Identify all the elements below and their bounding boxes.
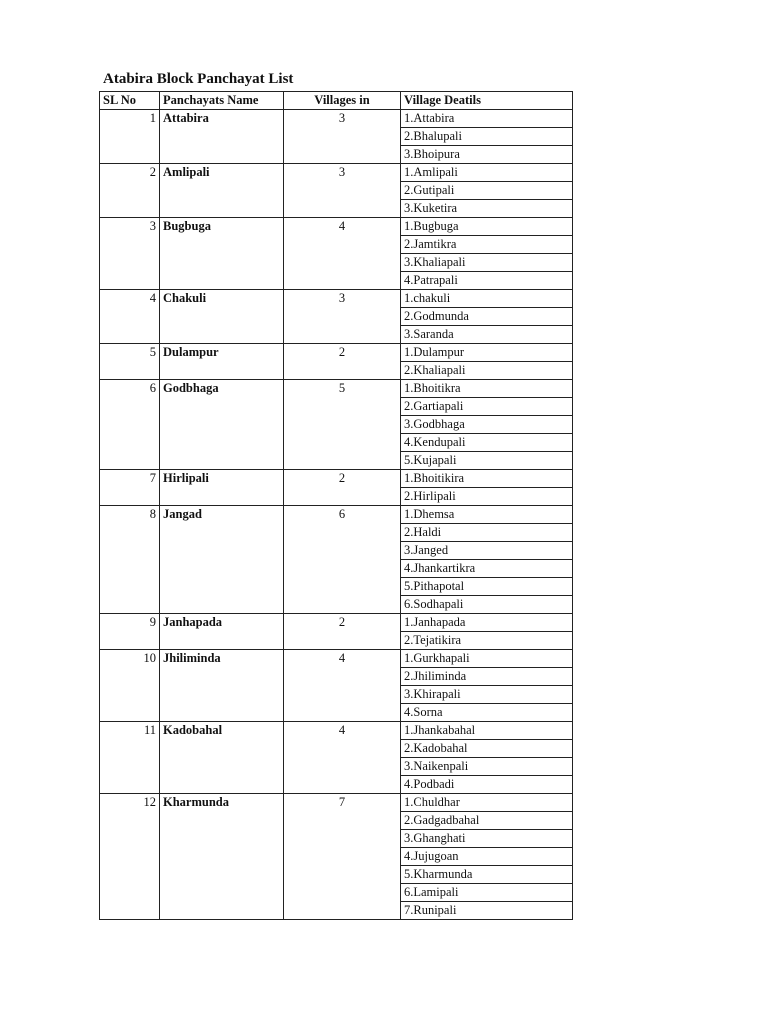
village-detail-cell: 6.Lamipali — [401, 884, 573, 902]
panchayat-name-cell: Chakuli — [160, 290, 284, 344]
village-detail-cell: 2.Kadobahal — [401, 740, 573, 758]
table-row — [100, 614, 573, 632]
village-detail-cell: 1.chakuli — [401, 290, 573, 308]
villages-count-cell: 2 — [284, 614, 401, 650]
village-detail-cell: 1.Janhapada — [401, 614, 573, 632]
village-detail-cell: 2.Gadgadbahal — [401, 812, 573, 830]
village-detail-cell: 1.Amlipali — [401, 164, 573, 182]
village-detail-cell: 4.Jhankartikra — [401, 560, 573, 578]
table-row — [100, 218, 573, 236]
table-row — [100, 380, 573, 398]
header-row — [100, 92, 573, 110]
village-detail-cell: 3.Khirapali — [401, 686, 573, 704]
villages-count-cell: 7 — [284, 794, 401, 920]
panchayat-name-cell: Jangad — [160, 506, 284, 614]
village-detail-cell: 2.Jhiliminda — [401, 668, 573, 686]
villages-count-cell: 6 — [284, 506, 401, 614]
village-detail-cell: 2.Jamtikra — [401, 236, 573, 254]
villages-count-cell: 3 — [284, 164, 401, 218]
village-detail-cell: 2.Godmunda — [401, 308, 573, 326]
panchayat-name-cell: Jhiliminda — [160, 650, 284, 722]
panchayat-name-cell: Kharmunda — [160, 794, 284, 920]
table-row — [100, 470, 573, 488]
village-detail-cell: 3.Janged — [401, 542, 573, 560]
panchayat-name-cell: Amlipali — [160, 164, 284, 218]
village-detail-cell: 1.Dulampur — [401, 344, 573, 362]
table-row — [100, 506, 573, 524]
village-detail-cell: 3.Bhoipura — [401, 146, 573, 164]
village-detail-cell: 1.Gurkhapali — [401, 650, 573, 668]
sl-no-cell: 6 — [100, 380, 160, 470]
village-detail-cell: 2.Bhalupali — [401, 128, 573, 146]
sl-no-cell: 4 — [100, 290, 160, 344]
table-row — [100, 794, 573, 812]
village-detail-cell: 1.Bugbuga — [401, 218, 573, 236]
header-villages-in: Villages in — [284, 92, 401, 110]
table-row — [100, 164, 573, 182]
village-detail-cell: 1.Bhoitikra — [401, 380, 573, 398]
villages-count-cell: 2 — [284, 344, 401, 380]
village-detail-cell: 3.Khaliapali — [401, 254, 573, 272]
table-row — [100, 110, 573, 128]
sl-no-cell: 1 — [100, 110, 160, 164]
village-detail-cell: 2.Khaliapali — [401, 362, 573, 380]
village-detail-cell: 3.Kuketira — [401, 200, 573, 218]
sl-no-cell: 9 — [100, 614, 160, 650]
table-row — [100, 290, 573, 308]
header-panchayat-name: Panchayats Name — [160, 92, 284, 110]
village-detail-cell: 1.Jhankabahal — [401, 722, 573, 740]
sl-no-cell: 2 — [100, 164, 160, 218]
sl-no-cell: 5 — [100, 344, 160, 380]
villages-count-cell: 3 — [284, 110, 401, 164]
villages-count-cell: 4 — [284, 218, 401, 290]
villages-count-cell: 2 — [284, 470, 401, 506]
village-detail-cell: 1.Attabira — [401, 110, 573, 128]
village-detail-cell: 1.Chuldhar — [401, 794, 573, 812]
villages-count-cell: 4 — [284, 650, 401, 722]
table-row — [100, 344, 573, 362]
table-body — [100, 110, 573, 920]
panchayat-name-cell: Bugbuga — [160, 218, 284, 290]
sl-no-cell: 11 — [100, 722, 160, 794]
panchayat-name-cell: Hirlipali — [160, 470, 284, 506]
village-detail-cell: 2.Haldi — [401, 524, 573, 542]
village-detail-cell: 2.Gartiapali — [401, 398, 573, 416]
villages-count-cell: 4 — [284, 722, 401, 794]
header-village-details: Village Deatils — [401, 92, 573, 110]
villages-count-cell: 5 — [284, 380, 401, 470]
panchayat-table — [99, 91, 573, 920]
village-detail-cell: 2.Tejatikira — [401, 632, 573, 650]
village-detail-cell: 4.Podbadi — [401, 776, 573, 794]
table-row — [100, 650, 573, 668]
header-sl-no: SL No — [100, 92, 160, 110]
panchayat-name-cell: Janhapada — [160, 614, 284, 650]
table-row — [100, 722, 573, 740]
village-detail-cell: 1.Bhoitikira — [401, 470, 573, 488]
panchayat-name-cell: Godbhaga — [160, 380, 284, 470]
village-detail-cell: 1.Dhemsa — [401, 506, 573, 524]
village-detail-cell: 7.Runipali — [401, 902, 573, 920]
villages-count-cell: 3 — [284, 290, 401, 344]
document-title: Atabira Block Panchayat List — [103, 71, 294, 87]
sl-no-cell: 7 — [100, 470, 160, 506]
village-detail-cell: 4.Sorna — [401, 704, 573, 722]
sl-no-cell: 3 — [100, 218, 160, 290]
panchayat-name-cell: Dulampur — [160, 344, 284, 380]
sl-no-cell: 8 — [100, 506, 160, 614]
panchayat-name-cell: Kadobahal — [160, 722, 284, 794]
village-detail-cell: 4.Jujugoan — [401, 848, 573, 866]
sl-no-cell: 10 — [100, 650, 160, 722]
panchayat-name-cell: Attabira — [160, 110, 284, 164]
village-detail-cell: 3.Saranda — [401, 326, 573, 344]
village-detail-cell: 5.Pithapotal — [401, 578, 573, 596]
village-detail-cell: 4.Patrapali — [401, 272, 573, 290]
village-detail-cell: 6.Sodhapali — [401, 596, 573, 614]
village-detail-cell: 5.Kujapali — [401, 452, 573, 470]
village-detail-cell: 5.Kharmunda — [401, 866, 573, 884]
village-detail-cell: 3.Ghanghati — [401, 830, 573, 848]
village-detail-cell: 4.Kendupali — [401, 434, 573, 452]
village-detail-cell: 2.Hirlipali — [401, 488, 573, 506]
village-detail-cell: 3.Naikenpali — [401, 758, 573, 776]
village-detail-cell: 3.Godbhaga — [401, 416, 573, 434]
sl-no-cell: 12 — [100, 794, 160, 920]
village-detail-cell: 2.Gutipali — [401, 182, 573, 200]
